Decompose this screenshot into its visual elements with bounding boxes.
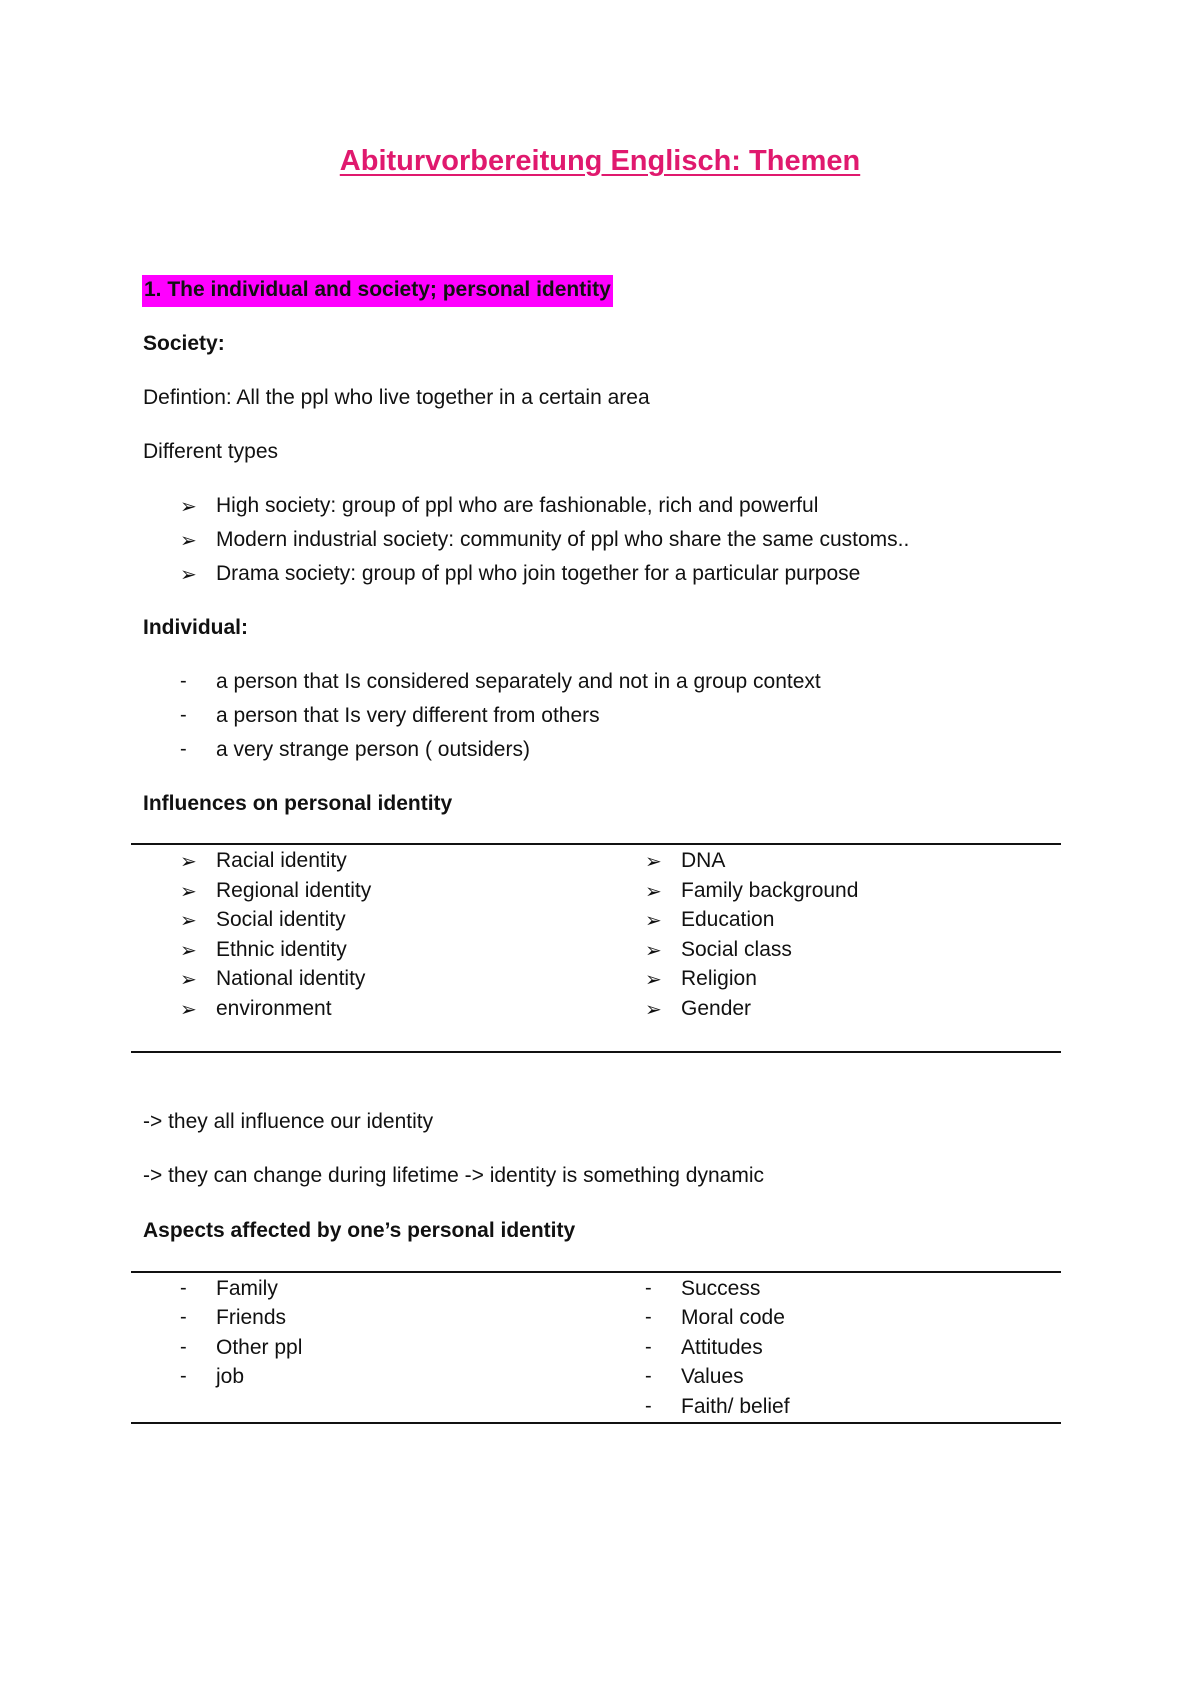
list-item-text: a very strange person ( outsiders) <box>216 738 530 761</box>
aspects-label: Aspects affected by one’s personal identity <box>143 1219 576 1242</box>
dash-bullet: - <box>645 1277 652 1299</box>
arrow-bullet-icon: ➢ <box>180 969 197 991</box>
dash-bullet: - <box>645 1365 652 1387</box>
arrow-bullet-icon: ➢ <box>180 999 197 1021</box>
list-item-text: job <box>216 1365 245 1388</box>
list-item-text: Friends <box>216 1306 287 1329</box>
arrow-bullet-icon: ➢ <box>180 910 197 932</box>
list-item-text: Success <box>681 1277 761 1300</box>
arrow-bullet-icon: ➢ <box>645 999 662 1021</box>
arrow-bullet-icon: ➢ <box>645 910 662 932</box>
list-item-text: environment <box>216 997 332 1020</box>
dash-bullet: - <box>180 1336 187 1358</box>
arrow-bullet-icon: ➢ <box>180 564 197 586</box>
dash-bullet: - <box>180 1365 187 1387</box>
arrow-bullet-icon: ➢ <box>645 940 662 962</box>
list-item-text: Drama society: group of ppl who join together for a particular purpose <box>216 562 861 585</box>
dash-bullet: - <box>645 1336 652 1358</box>
arrow-bullet-icon: ➢ <box>180 940 197 962</box>
section-heading-1: 1. The individual and society; personal identity <box>142 275 613 307</box>
dash-bullet: - <box>645 1395 652 1417</box>
list-item-text: Attitudes <box>681 1336 763 1359</box>
dash-bullet: - <box>180 704 187 726</box>
list-item-text: Modern industrial society: community of ppl who share the same customs.. <box>216 528 910 551</box>
list-item-text: Values <box>681 1365 744 1388</box>
list-item-text: High society: group of ppl who are fashionable, rich and powerful <box>216 494 819 517</box>
list-item-text: Other ppl <box>216 1336 303 1359</box>
table-top-rule <box>131 1271 1061 1273</box>
list-item-text: Regional identity <box>216 879 372 902</box>
list-item-text: Social class <box>681 938 792 961</box>
arrow-bullet-icon: ➢ <box>645 969 662 991</box>
list-item-text: Moral code <box>681 1306 785 1329</box>
list-item-text: Gender <box>681 997 752 1020</box>
arrow-bullet-icon: ➢ <box>180 496 197 518</box>
list-item-text: Faith/ belief <box>681 1395 790 1418</box>
arrow-bullet-icon: ➢ <box>645 851 662 873</box>
list-item-text: DNA <box>681 849 726 872</box>
page-title: Abiturvorbereitung Englisch: Themen <box>339 145 861 177</box>
society-label: Society: <box>143 332 225 355</box>
list-item-text: Racial identity <box>216 849 347 872</box>
dash-bullet: - <box>180 1277 187 1299</box>
arrow-bullet-icon: ➢ <box>180 881 197 903</box>
dash-bullet: - <box>180 1306 187 1328</box>
list-item-text: Family background <box>681 879 859 902</box>
society-types-label: Different types <box>143 440 279 463</box>
list-item-text: a person that Is very different from others <box>216 704 600 727</box>
list-item-text: Ethnic identity <box>216 938 347 961</box>
list-item-text: Social identity <box>216 908 346 931</box>
table-top-rule <box>131 843 1061 845</box>
table-bottom-rule <box>131 1051 1061 1053</box>
list-item-text: Family <box>216 1277 278 1300</box>
dash-bullet: - <box>180 670 187 692</box>
arrow-bullet-icon: ➢ <box>180 530 197 552</box>
arrow-bullet-icon: ➢ <box>180 851 197 873</box>
list-item-text: a person that Is considered separately and not in a group context <box>216 670 821 693</box>
individual-label: Individual: <box>143 616 248 639</box>
dash-bullet: - <box>645 1306 652 1328</box>
note-line: -> they all influence our identity <box>143 1110 434 1133</box>
note-line: -> they can change during lifetime -> identity is something dynamic <box>143 1164 764 1187</box>
list-item-text: Religion <box>681 967 757 990</box>
list-item-text: National identity <box>216 967 366 990</box>
arrow-bullet-icon: ➢ <box>645 881 662 903</box>
table-bottom-rule <box>131 1422 1061 1424</box>
society-definition: Defintion: All the ppl who live together in a certain area <box>143 386 650 409</box>
dash-bullet: - <box>180 738 187 760</box>
list-item-text: Education <box>681 908 775 931</box>
influences-label: Influences on personal identity <box>143 792 453 815</box>
